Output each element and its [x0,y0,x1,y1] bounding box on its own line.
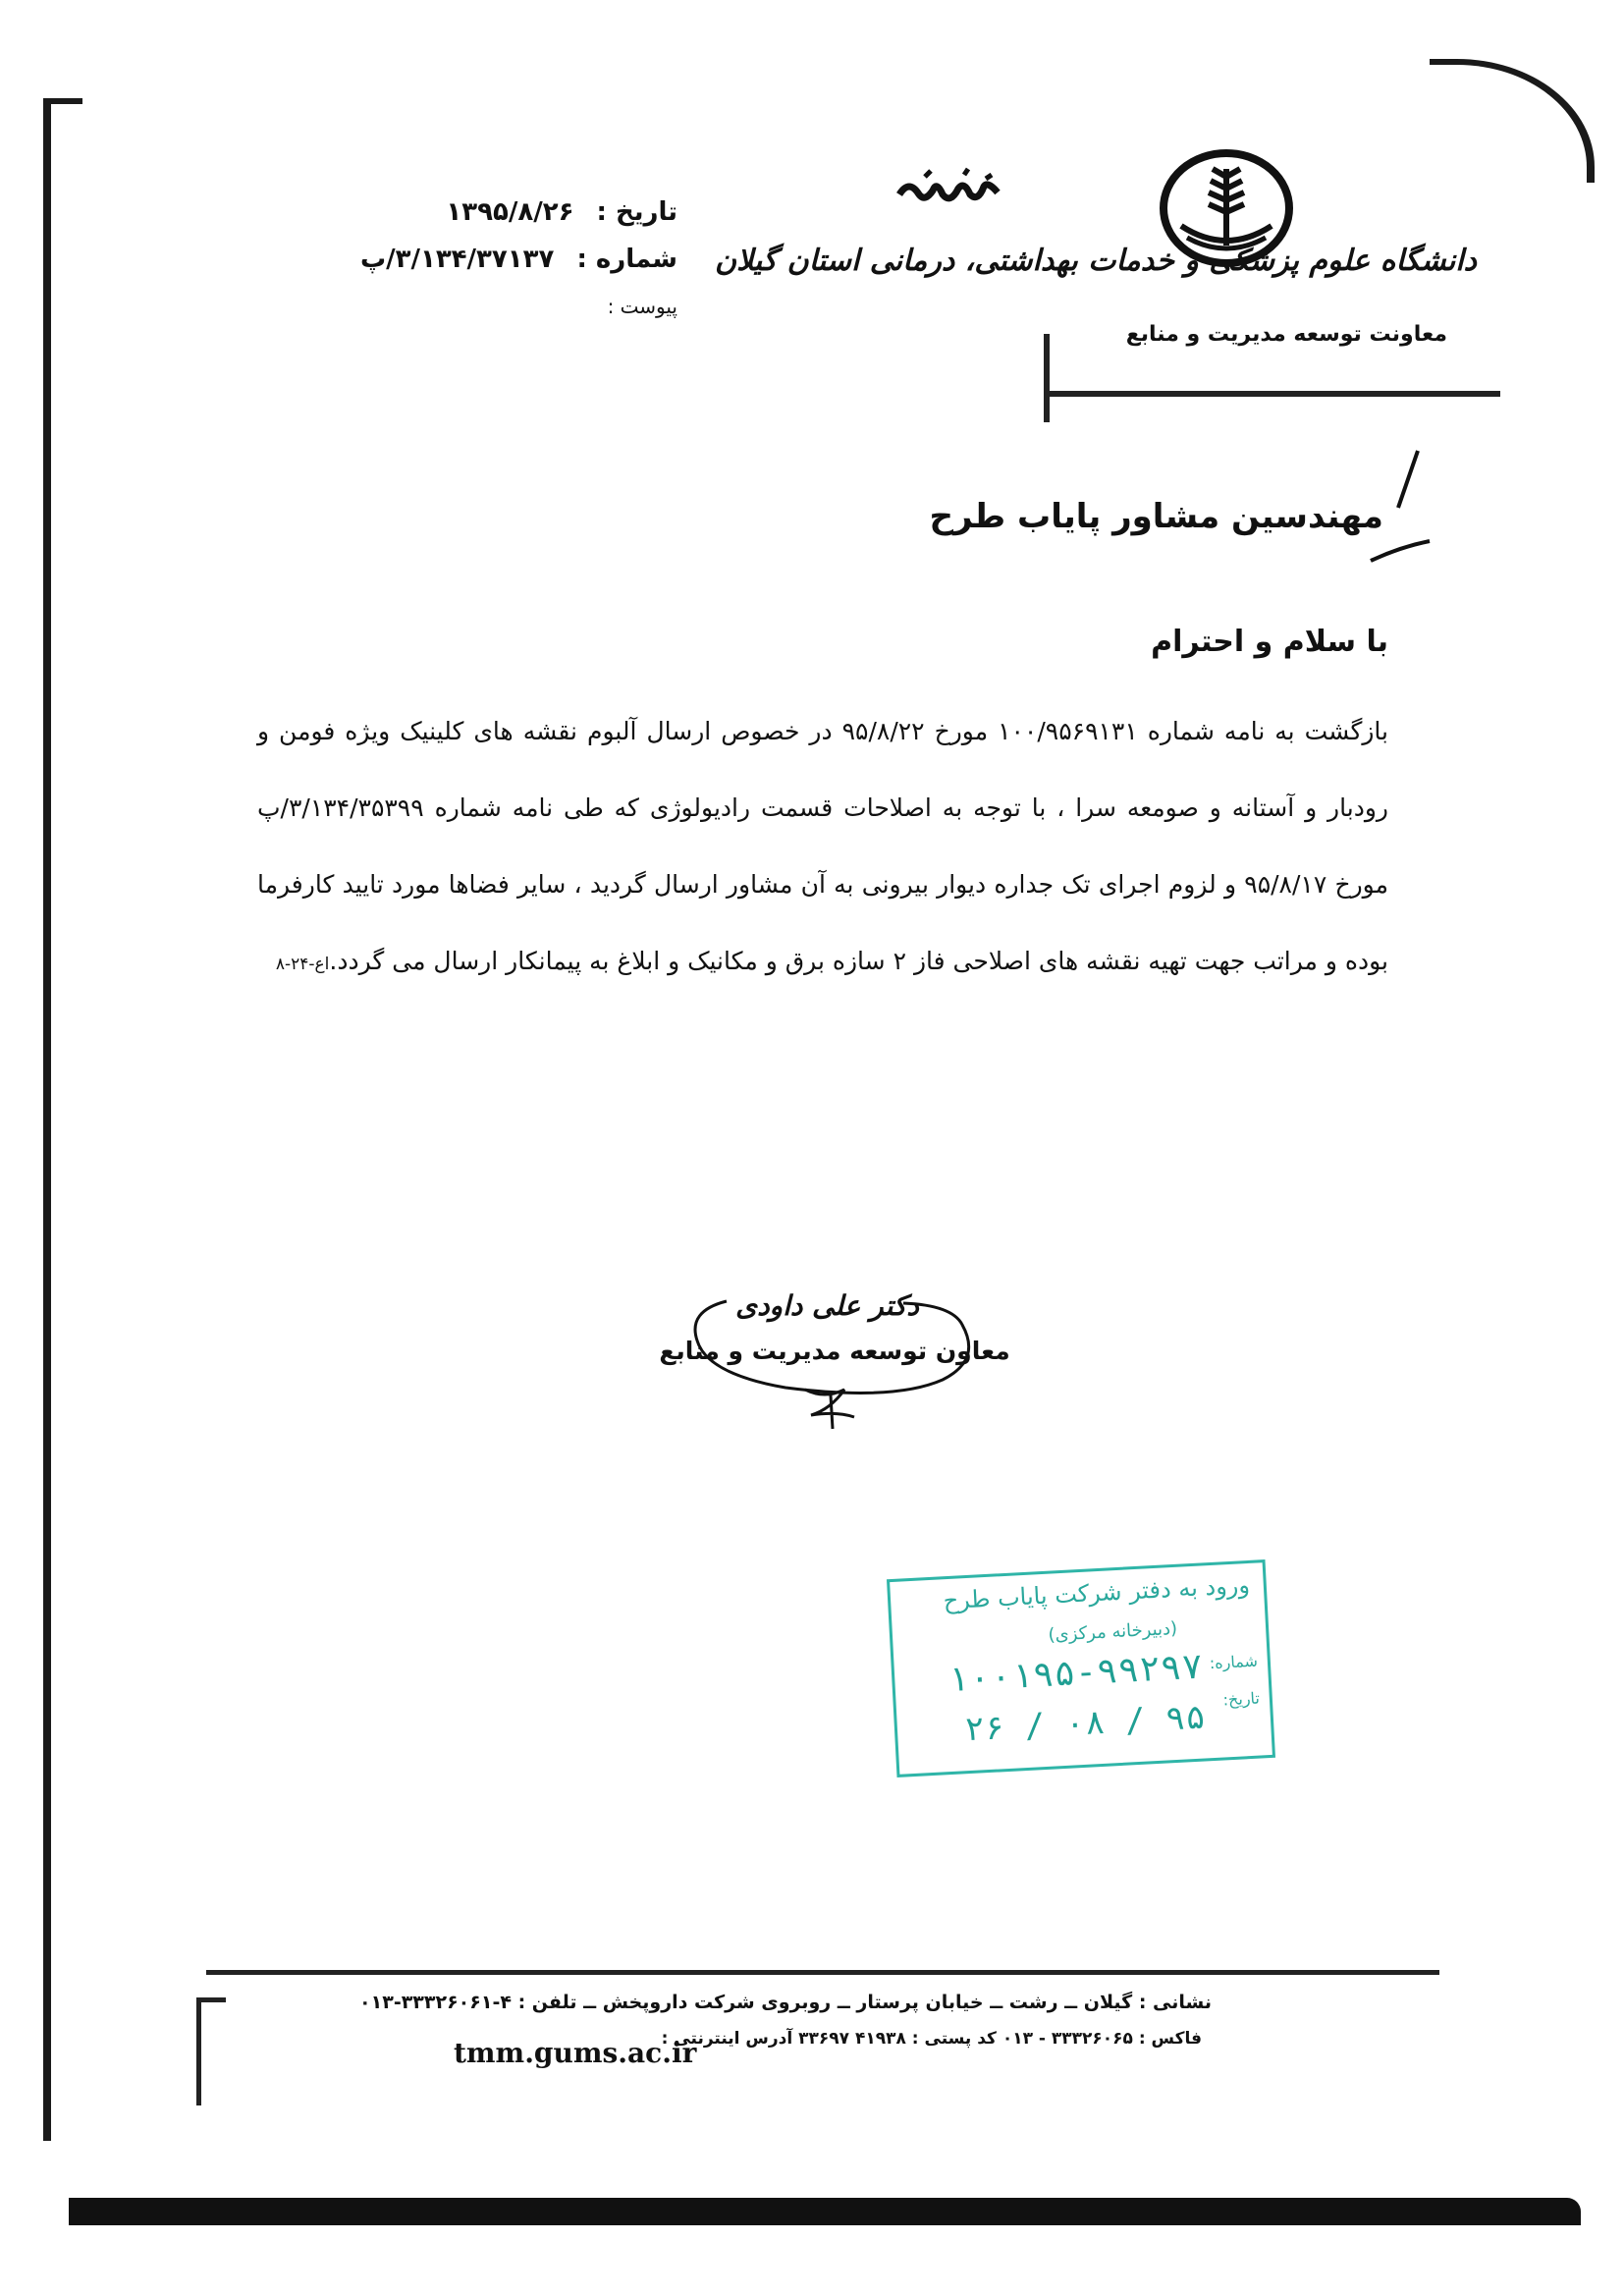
number-row [353,236,677,283]
greeting: با سلام و احترام [1151,625,1388,659]
header-rule-vertical [1044,334,1050,422]
letter-meta [353,189,677,330]
signature-block [658,1272,1031,1439]
number-label: شماره : [576,245,677,274]
receipt-stamp [887,1559,1275,1777]
university-name: دانشگاه علوم پزشکی و خدمات بهداشتی، درمانی استان گیلان [714,244,1477,278]
scan-edge-left [43,98,51,2141]
bismillah-calligraphy-icon [895,165,1003,214]
scan-edge-left-top [43,98,82,104]
header-rule-horizontal [1044,391,1500,397]
signatory-title: معاون توسعه مدیریت و منابع [659,1337,1010,1365]
scan-edge-top-right [1430,59,1595,183]
date-value: ۱۳۹۵/۸/۲۶ [446,197,574,227]
attachment-row [353,283,677,330]
stamp-number-label: شماره: [1209,1651,1259,1673]
footer-rule [206,1970,1439,1975]
stamp-subtitle: (دبیرخانه مرکزی) [1048,1617,1178,1646]
letter-body-text: بازگشت به نامه شماره ۱۰۰/۹۵۶۹۱۳۱ مورخ ۹۵/۸/۲۲ در خصوص ارسال آلبوم نقشه های کلینیک ویژه فومن و رودبار و آستانه و صومعه سرا ، با توجه به اصلاحات قسمت رادیولوژی که طی نامه شماره ۳/۱۳۴/۳۵۳۹۹/پ مورخ ۹۵/۸/۱۷ و لزوم اجرای تک جداره دیوار بیرونی به آن مشاور ارسال گردید ، سایر فضاها مورد تایید کارفرما بوده و مراتب جهت تهیه نقشه های اصلاحی فاز ۲ سازه برق و مکانیک و ابلاغ به پیمانکار ارسال می گردد. [257,717,1388,975]
scan-edge-bottom [69,2198,1581,2225]
stamp-date-label: تاریخ: [1222,1688,1261,1710]
stamp-date-value: ۹۵ / ۰۸ / ۲۶ [963,1697,1207,1750]
signatory-name: دکتر علی داودی [735,1289,919,1322]
date-row [353,189,677,236]
footer-address: نشانی : گیلان ــ رشت ــ خیابان پرستار ــ روبروی شرکت داروپخش ــ تلفن : ۴-۳۳۳۲۶۰۶۱-۰۱۳ [359,1992,1212,2013]
attachment-label: پیوست : [607,295,677,318]
stamp-title: ورود به دفتر شرکت پایاب طرح [942,1570,1251,1615]
footer-bracket-vertical [196,1997,201,2105]
recipient: مهندسین مشاور پایاب طرح [929,497,1383,536]
footer-fax-postal: فاکس : ۳۳۳۲۶۰۶۵ - ۰۱۳ کد پستی : ۴۱۹۳۸ ۳۳۶۹۷ آدرس اینترنتی : [661,2029,1202,2049]
footer-bracket-horizontal [196,1997,226,2002]
stamp-number-value: ۱۰۰۱۹۵-۹۹۲۹۷ [947,1646,1205,1701]
deputy-header: معاونت توسعه مدیریت و منابع [1125,322,1447,347]
date-label: تاریخ : [596,197,677,227]
number-value: ۳/۱۳۴/۳۷۱۳۷/پ [359,245,555,274]
letter-body [257,693,1388,1003]
footer-website[interactable]: tmm.gums.ac.ir [454,2037,697,2069]
letter-body-note: اع-۲۴-۸ [275,955,330,974]
